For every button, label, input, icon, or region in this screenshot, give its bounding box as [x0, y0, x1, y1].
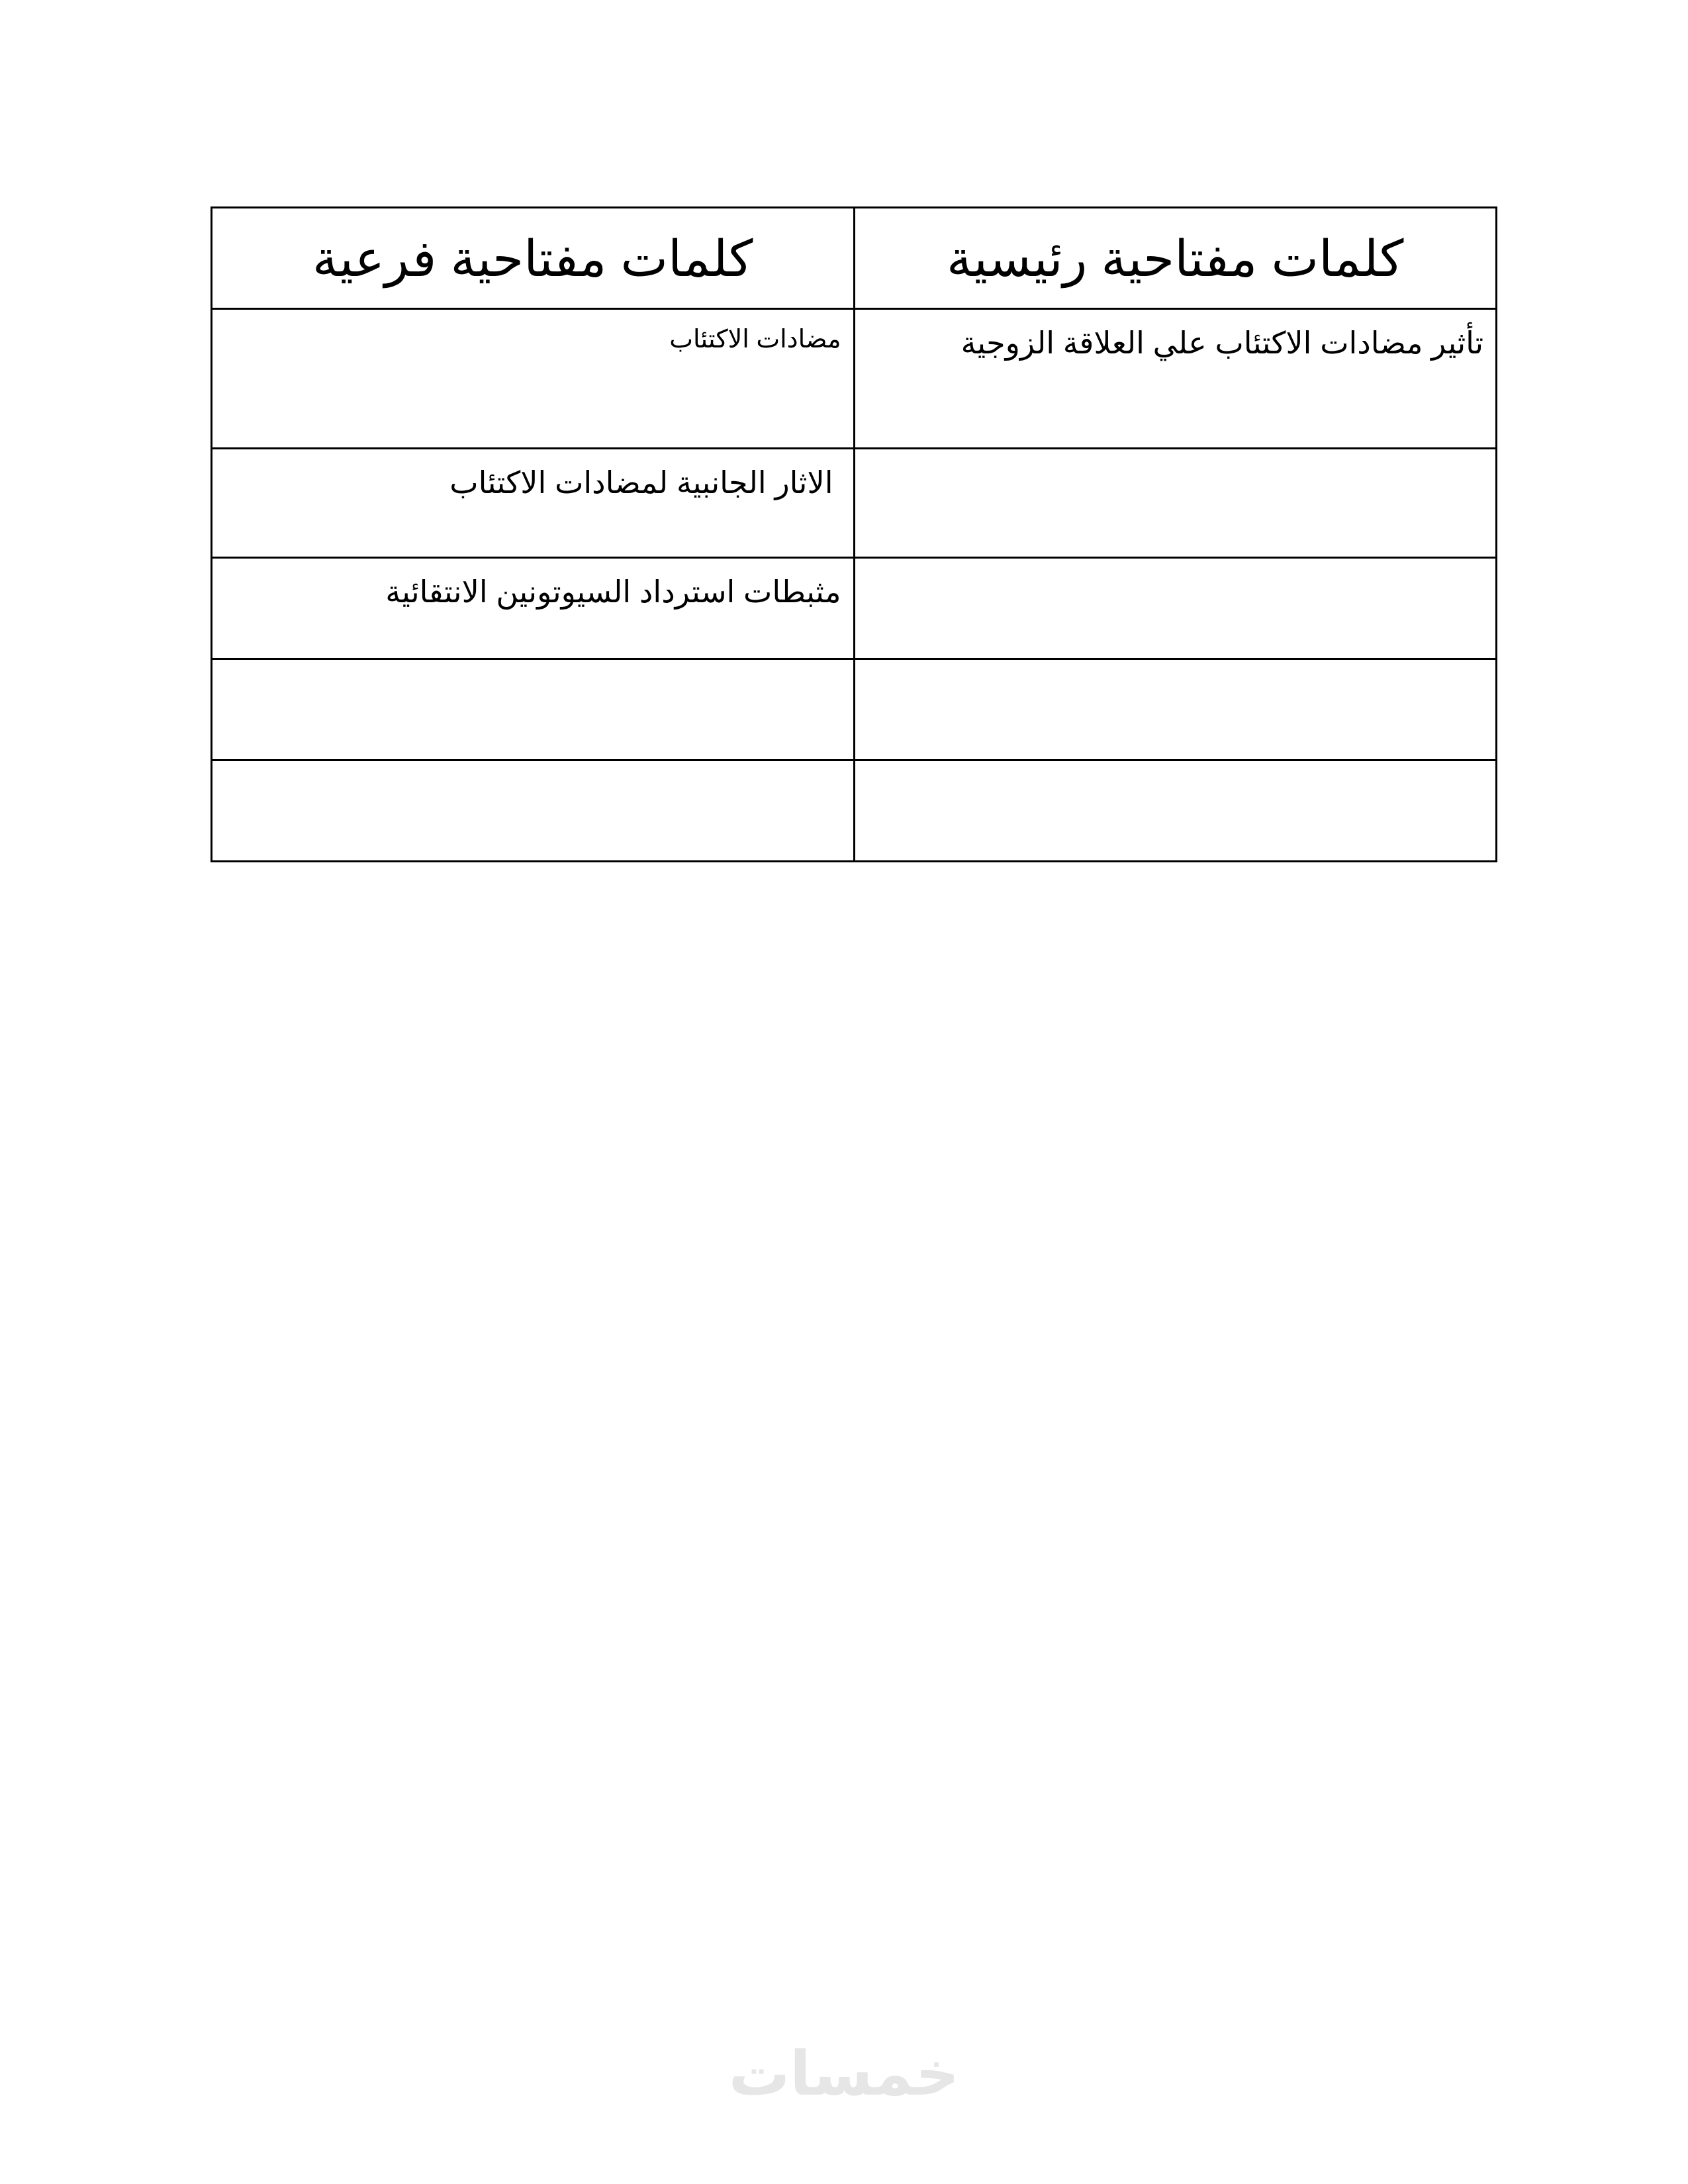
header-main-keywords: كلمات مفتاحية رئيسية — [854, 208, 1497, 309]
sub-keyword-text: مضادات الاكتئاب — [669, 326, 841, 353]
main-keyword-text — [867, 449, 1484, 465]
sub-keyword-cell — [212, 558, 855, 659]
main-keyword-cell — [854, 760, 1497, 862]
sub-keyword-cell — [212, 449, 855, 558]
main-keyword-cell — [854, 558, 1497, 659]
sub-keyword-text — [224, 660, 841, 676]
sub-keyword-cell — [212, 659, 855, 760]
header-sub-keywords: كلمات مفتاحية فرعية — [212, 208, 855, 309]
main-keyword-text — [867, 761, 1484, 777]
main-keyword-text — [867, 559, 1484, 574]
main-keyword-text — [867, 660, 1484, 676]
main-keyword-cell — [854, 449, 1497, 558]
sub-keyword-text: مثبطات استرداد السيوتونين الانتقائية — [385, 574, 841, 609]
table-header-row — [212, 208, 1497, 309]
watermark-logo: خمسات — [728, 2038, 960, 2109]
main-keyword-cell — [854, 659, 1497, 760]
sub-keyword-cell — [212, 309, 855, 449]
main-keyword-text: تأثير مضادات الاكتئاب علي العلاقة الزوجية — [961, 326, 1483, 360]
table-row — [212, 449, 1497, 558]
keywords-table — [211, 206, 1497, 862]
table-row — [212, 659, 1497, 760]
sub-keyword-text — [224, 761, 841, 777]
sub-keyword-text: الاثار الجانبية لمضادات الاكتئاب — [449, 465, 833, 500]
table-row — [212, 760, 1497, 862]
table-row — [212, 309, 1497, 449]
sub-keyword-cell — [212, 760, 855, 862]
table-row — [212, 558, 1497, 659]
main-keyword-cell — [854, 309, 1497, 449]
